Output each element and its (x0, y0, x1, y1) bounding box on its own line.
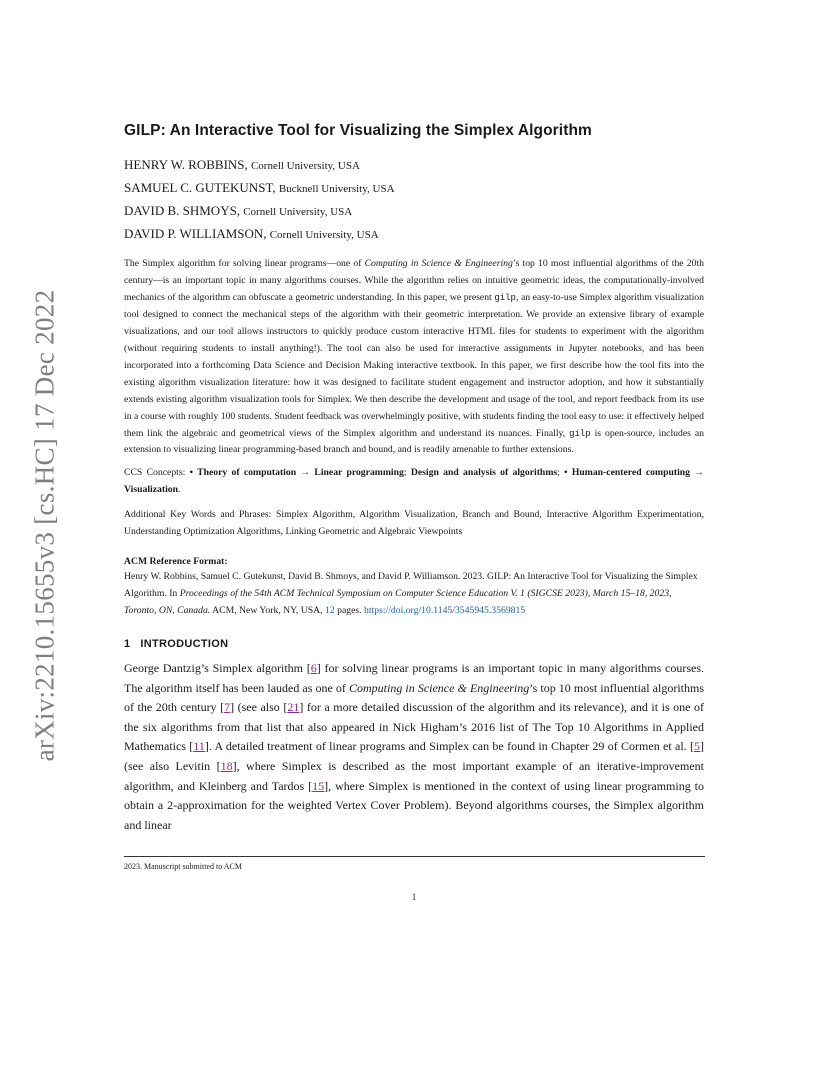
abstract-text: The Simplex algorithm for solving linear programs—one of (124, 258, 365, 269)
acm-reference (124, 569, 704, 620)
body-text: George Dantzig’s Simplex algorithm [ (124, 661, 311, 676)
body-italic: Computing in Science & Engineering (348, 680, 530, 695)
body-text: ] for solving linear programs is an important topic in many algorithms courses. The algorithm itself has been lauded as one of (124, 661, 704, 695)
author-name: HENRY W. ROBBINS, (124, 157, 248, 172)
author-affiliation: Cornell University, USA (250, 160, 360, 172)
keywords: Additional Key Words and Phrases: Simplex Algorithm, Algorithm Visualization, Branch and Bound, Interactive Algorithm Experimentation, Understanding Optimization Algorithms, Linking Geometric and Algebraic Viewpoints (124, 509, 704, 538)
author-name: DAVID P. WILLIAMSON, (124, 226, 267, 241)
reference-venue: Proceedings of the 54th ACM Technical Symposium on Computer Science Education V. 1 (SIGCSE 2023), March 15–18, 2023, Toronto, ON, Canada. (124, 588, 672, 617)
abstract-text: ’s top 10 most influential algorithms of the 20th century—is an important topic in many algorithms courses. While the algorithm relies on intuitive geometric ideas, the computationally-involved mechanics of the algorithm can obfuscate a geometric understanding. In this paper, we present (124, 258, 704, 303)
section-heading (124, 638, 704, 650)
citation-link[interactable]: 6 (310, 661, 317, 676)
separator: ; (557, 467, 565, 479)
body-text: ] (see also [ (230, 700, 288, 715)
ccs-concept: • Theory of computation → Linear programming (189, 467, 404, 479)
section-title: INTRODUCTION (140, 638, 229, 651)
abstract-italic: Computing in Science & Engineering (364, 258, 513, 269)
author-affiliation: Bucknell University, USA (278, 183, 395, 195)
author-affiliation: Cornell University, USA (243, 206, 353, 218)
reference-text: pages. (334, 605, 364, 617)
author-entry (124, 154, 704, 177)
page-count-link[interactable]: 12 (324, 605, 335, 617)
reference-text: Henry W. Robbins, Samuel C. Gutekunst, David B. Shmoys, and David P. Williamson. 2023. GILP: An Interactive Tool for Visualizing the Simplex Algorithm. In (124, 571, 698, 600)
body-text: ’s top 10 most influential algorithms of the 20th century [ (124, 680, 705, 715)
author-list (124, 154, 704, 246)
ccs-concepts (124, 465, 704, 499)
abstract-text: is open-source, includes an extension to visualizing linear programming-based branch and bound, and is readily amenable to further extensions. (124, 427, 704, 456)
arxiv-identifier: arXiv:2210.15655v3 [cs.HC] 17 Dec 2022 (29, 289, 60, 761)
citation-link[interactable]: 15 (312, 778, 325, 793)
ccs-concept: Design and analysis of algorithms (410, 467, 558, 479)
abstract (124, 256, 704, 459)
reference-text: ACM, New York, NY, USA, (210, 605, 325, 617)
citation-link[interactable]: 5 (694, 739, 700, 754)
page-number: 1 (411, 892, 417, 902)
body-text: ]. A detailed treatment of linear programs and Simplex can be found in Chapter 29 of Cormen et al. [ (204, 739, 694, 754)
footnote-rule (124, 856, 705, 857)
abstract-text: , an easy-to-use Simplex algorithm visualization tool designed to connect the mechanical steps of the algorithm with their geometric interpretation. We provide an extensive library of example visualizations, and our tool allows instructors to quickly produce custom interactive HTML files for students to experiment with the algorithm (without requiring students to install anything!). The tool can also be used for interactive assignments in Jupyter notebooks, and has been incorporated into a forthcoming Data Science and Decision Making interactive textbook. In this paper, we first describe how the tool fits into the existing algorithm visualization literature: how it was designed to facilitate student engagement and instructor adoption, and how it substantially extends existing algorithm visualization tools for Simplex. We then describe the development and usage of the tool, and report feedback from its use in a course with roughly 100 students. Student feedback was overwhelmingly positive, with students finding the tool easy to use: it effectively helped them link the algebraic and geometrical views of the Simplex algorithm and understand its nuances. Finally, (124, 291, 704, 439)
author-name: DAVID B. SHMOYS, (124, 203, 241, 218)
doi-link[interactable]: https://doi.org/10.1145/3545945.3569815 (364, 605, 526, 617)
arxiv-sidebar-stamp (21, 290, 69, 760)
ccs-concept: • Human-centered computing → Visualization (124, 467, 704, 496)
author-affiliation: Cornell University, USA (269, 229, 379, 241)
citation-link[interactable]: 7 (224, 700, 231, 715)
separator: ; (403, 467, 411, 479)
body-text: ] for a more detailed discussion of the algorithm and its relevance), and it is one of the six algorithms from that list that also appeared in Nick Higham’s 2016 list of The Top 10 Algorithms in Applied Mathematics [ (124, 700, 705, 754)
paper-page (124, 122, 704, 835)
body-text: ], where Simplex is mentioned in the context of using linear programming to obtain a 2-approximation for the weighted Vertex Cover Problem). Beyond algorithms courses, the Simplex algorithm and linear (124, 778, 704, 832)
author-name: SAMUEL C. GUTEKUNST, (124, 180, 276, 195)
author-entry (124, 223, 704, 246)
citation-link[interactable]: 18 (220, 759, 233, 774)
author-entry (124, 177, 704, 200)
section-number: 1 (124, 638, 131, 651)
manuscript-note: 2023. Manuscript submitted to ACM (124, 862, 242, 871)
citation-link[interactable]: 21 (287, 700, 300, 715)
intro-paragraph (124, 659, 704, 835)
author-entry (124, 200, 704, 223)
acm-reference-heading: ACM Reference Format: (124, 556, 228, 568)
paper-title: GILP: An Interactive Tool for Visualizing the Simplex Algorithm (124, 122, 592, 139)
citation-link[interactable]: 11 (193, 739, 205, 754)
separator: . (178, 484, 181, 496)
code-term: gilp (494, 292, 516, 303)
body-text: ] (see also Levitin [ (124, 739, 704, 774)
ccs-label: CCS Concepts: (124, 467, 190, 479)
code-term: gilp (569, 428, 591, 439)
body-text: ], where Simplex is described as the most important example of an iterative-improvement algorithm, and Kleinberg and Tardos [ (124, 759, 704, 793)
